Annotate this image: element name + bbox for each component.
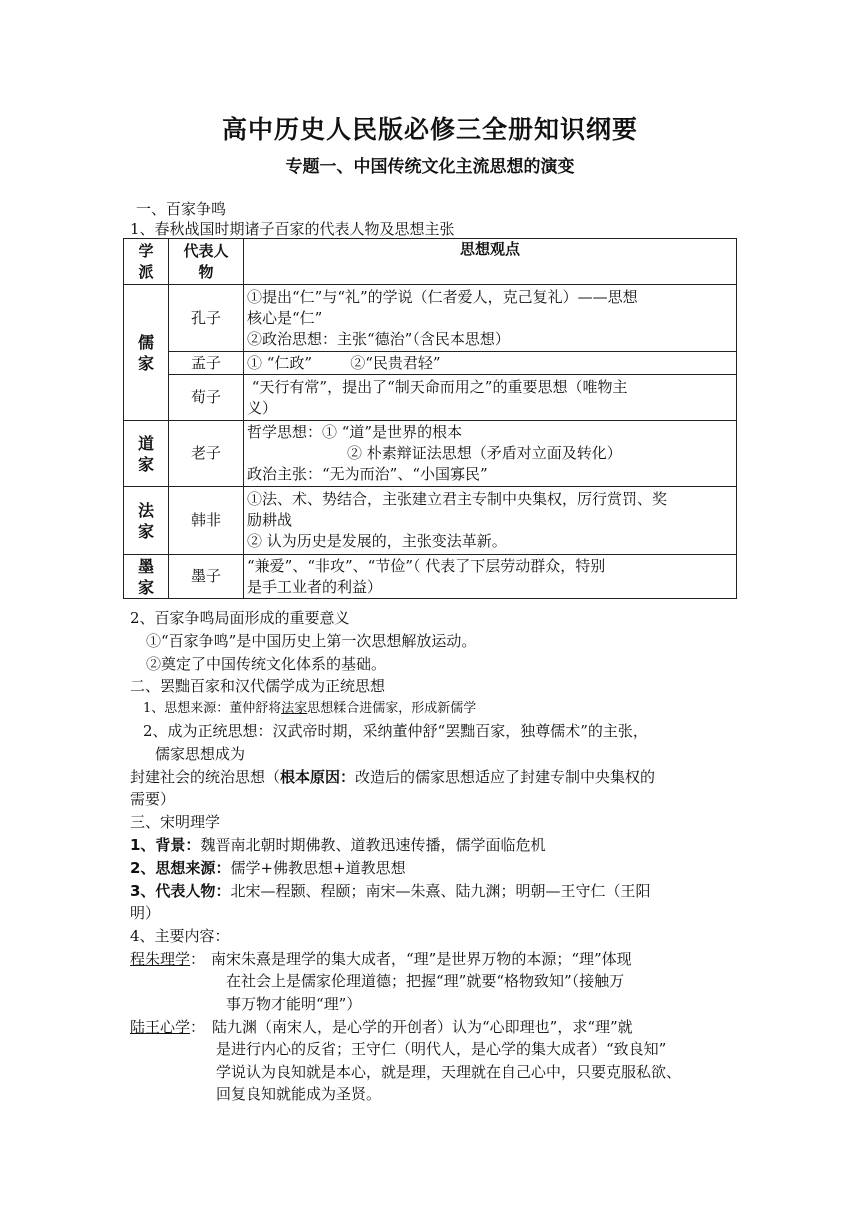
section3-background: 1、背景：魏晋南北朝时期佛教、道教迅速传播，儒学面临危机 [130,836,546,854]
section2-source: 1、思想来源：董仲舒将法家思想糅合进儒家，形成新儒学 [143,701,477,716]
section1-point2: ②奠定了中国传统文化体系的基础。 [146,655,387,673]
section1-item2: 2、百家争鸣局面形成的重要意义 [130,609,350,627]
table-row [124,555,737,599]
cheng-zhu-line3: 事万物才能明“理”） [226,995,362,1013]
header-person: 代表人 物 [169,239,244,285]
school-cell: 道 家 [124,421,169,487]
person-cell: 老子 [169,421,244,487]
views-cell: ①法、术、势结合，主张建立君主专制中央集权，厉行赏罚、奖 励耕战 ② 认为历史是发展的，主张变法革新。 [244,487,737,555]
document-subtitle: 专题一、中国传统文化主流思想的演变 [285,157,575,177]
section1-item1: 1、春秋战国时期诸子百家的代表人物及思想主张 [130,220,455,238]
section2-orthodox-line3: 封建社会的统治思想（根本原因：改造后的儒家思想适应了封建专制中央集权的 [130,768,656,786]
section2-orthodox-line4: 需要） [130,790,176,808]
table-header-row [124,239,737,285]
section1-point1: ①“百家争鸣”是中国历史上第一次思想解放运动。 [146,632,477,650]
table-row [124,487,737,555]
section3-representatives-cont: 明） [130,904,161,922]
section3-main-content: 4、主要内容： [130,927,230,945]
section2-heading: 二、罢黜百家和汉代儒学成为正统思想 [130,677,386,695]
section1-heading: 一、百家争鸣 [136,200,227,218]
lu-wang-line3: 学说认为良知就是本心，就是理，天理就在自己心中，只要克服私欲、 [216,1063,682,1081]
header-school: 学 派 [124,239,169,285]
school-cell: 儒 家 [124,285,169,421]
cheng-zhu-line1: 南宋朱熹是理学的集大成者，“理”是世界万物的本源；“理”体现 [211,950,632,968]
person-cell: 孔子 [169,285,244,352]
table-row [124,375,737,421]
views-cell: “天行有常”，提出了“制天命而用之”的重要思想（唯物主 义） [244,375,737,421]
table-row [124,285,737,352]
person-cell: 韩非 [169,487,244,555]
school-cell: 墨 家 [124,555,169,599]
header-views: 思想观点 [244,239,737,285]
lu-wang-line4: 回复良知就能成为圣贤。 [216,1085,382,1103]
cheng-zhu-line2: 在社会上是儒家伦理道德；把握“理”就要“格物致知”（接触万 [226,972,625,990]
table-row [124,352,737,375]
views-cell: 哲学思想：① “道”是世界的根本 ② 朴素辩证法思想（矛盾对立面及转化） 政治主张：“无为而治”、“小国寡民” [244,421,737,487]
views-cell: ①提出“仁”与“礼”的学说（仁者爱人，克己复礼）——思想 核心是“仁” ②政治思想：主张“德治”（含民本思想） [244,285,737,352]
lu-wang-label: 陆王心学： [130,1018,206,1036]
section3-representatives: 3、代表人物：北宋—程颢、程颐；南宋—朱熹、陆九渊；明朝—王守仁（王阳 [130,882,651,900]
person-cell: 孟子 [169,352,244,375]
person-cell: 荀子 [169,375,244,421]
school-cell: 法 家 [124,487,169,555]
table-row [124,421,737,487]
section3-heading: 三、宋明理学 [130,813,221,831]
section2-orthodox-line1: 2、成为正统思想：汉武帝时期，采纳董仲舒“罢黜百家，独尊儒术”的主张， [143,722,648,740]
section3-source: 2、思想来源：儒学+佛教思想+道教思想 [130,859,406,877]
lu-wang-line1: 陆九渊（南宋人，是心学的开创者）认为“心即理也”，求“理”就 [212,1018,633,1036]
cheng-zhu-label: 程朱理学： [130,950,206,968]
person-cell: 墨子 [169,555,244,599]
document-title: 高中历史人民版必修三全册知识纲要 [221,115,638,144]
section2-orthodox-line2: 儒家思想成为 [155,745,246,763]
lu-wang-line2: 是进行内心的反省；王守仁（明代人，是心学的集大成者）“致良知” [216,1040,667,1058]
views-cell: ① “仁政” ②“民贵君轻” [244,352,737,375]
schools-table [123,238,737,599]
views-cell: “兼爱”、“非攻”、“节俭”（ 代表了下层劳动群众，特别 是手工业者的利益） [244,555,737,599]
